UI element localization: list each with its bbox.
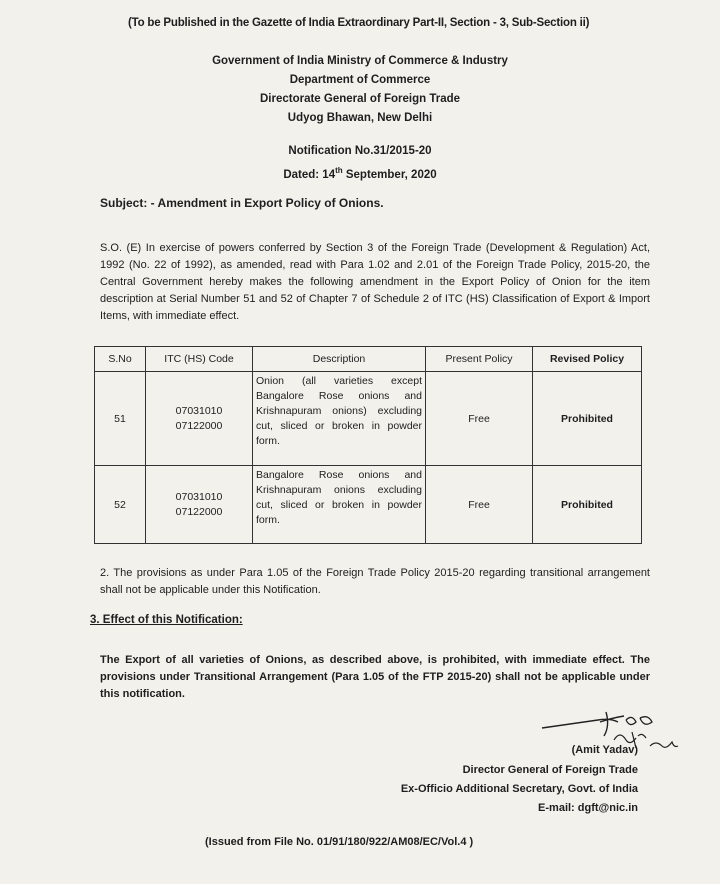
- itc-code-2: 07122000: [175, 505, 223, 518]
- cell-itc-code: [146, 372, 253, 466]
- cell-sno: 51: [95, 372, 146, 466]
- paragraph-3-heading: 3. Effect of this Notification:: [90, 614, 243, 626]
- signatory-designation: Ex-Officio Additional Secretary, Govt. of India: [400, 783, 638, 795]
- signatory-name: (Amit Yadav): [571, 744, 638, 756]
- date-suffix-ordinal: th: [335, 166, 343, 175]
- header-present-policy: Present Policy: [426, 347, 533, 372]
- table-header-row: [95, 347, 642, 372]
- signatory-title: Director General of Foreign Trade: [462, 764, 638, 776]
- cell-description: Bangalore Rose onions and Krishnapuram onions excluding cut, sliced or broken in powder form.: [253, 466, 426, 544]
- office-address: Udyog Bhawan, New Delhi: [287, 112, 433, 124]
- itc-code-2: 07122000: [175, 419, 223, 432]
- letterhead: [0, 52, 720, 128]
- cell-present-policy: Free: [426, 372, 533, 466]
- signatory-email: E-mail: dgft@nic.in: [538, 802, 638, 814]
- header-description: Description: [253, 347, 426, 372]
- header-itc-code: ITC (HS) Code: [146, 347, 253, 372]
- department-name: Department of Commerce: [289, 74, 431, 86]
- cell-revised-policy: Prohibited: [533, 466, 642, 544]
- policy-amendment-table: [94, 346, 642, 544]
- cell-itc-code: [146, 466, 253, 544]
- notification-info: [0, 142, 720, 180]
- paragraph-2: 2. The provisions as under Para 1.05 of the Foreign Trade Policy 2015-20 regarding transitional arrangement shall not be applicable under this Notification.: [100, 567, 650, 596]
- notification-number: Notification No.31/2015-20: [288, 145, 432, 157]
- itc-code-1: 07031010: [175, 490, 223, 503]
- header-revised-policy: Revised Policy: [533, 347, 642, 372]
- subject-line: Subject: - Amendment in Export Policy of Onions.: [100, 196, 384, 210]
- ministry-name: Government of India Ministry of Commerce & Industry: [212, 55, 508, 67]
- table-row: [95, 372, 642, 466]
- cell-description: Onion (all varieties except Bangalore Rose onions and Krishnapuram onions) excluding cut, sliced or broken in powder form.: [253, 372, 426, 466]
- notification-date: [0, 161, 720, 180]
- paragraph-3: The Export of all varieties of Onions, as described above, is prohibited, with immediate effect. The provisions under Transitional Arrangement (Para 1.05 of the FTP 2015-20) shall not be applicable under this notification.: [100, 654, 650, 700]
- cell-present-policy: Free: [426, 466, 533, 544]
- gazette-note: (To be Published in the Gazette of India Extraordinary Part-II, Section - 3, Sub-Section ii): [128, 17, 590, 29]
- table-row: [95, 466, 642, 544]
- date-prefix: Dated: 14: [283, 168, 336, 181]
- header-sno: S.No: [95, 347, 146, 372]
- cell-revised-policy: Prohibited: [533, 372, 642, 466]
- cell-sno: 52: [95, 466, 146, 544]
- directorate-name: Directorate General of Foreign Trade: [259, 93, 461, 105]
- issued-file-reference: (Issued from File No. 01/91/180/922/AM08/EC/Vol.4 ): [205, 836, 474, 848]
- paragraph-1: S.O. (E) In exercise of powers conferred by Section 3 of the Foreign Trade (Development & Regulation) Act, 1992 (No. 22 of 1992), as amended, read with Para 1.02 and 2.01 of the Foreign Trade Policy, 2015-20, the Central Government hereby makes the following amendment in the Export Policy of Onion for the item description at Serial Number 51 and 52 of Chapter 7 of Schedule 2 of ITC (HS) Classification of Export & Import Items, with immediate effect.: [100, 242, 650, 322]
- itc-code-1: 07031010: [175, 404, 223, 417]
- date-month-year: September, 2020: [342, 168, 437, 181]
